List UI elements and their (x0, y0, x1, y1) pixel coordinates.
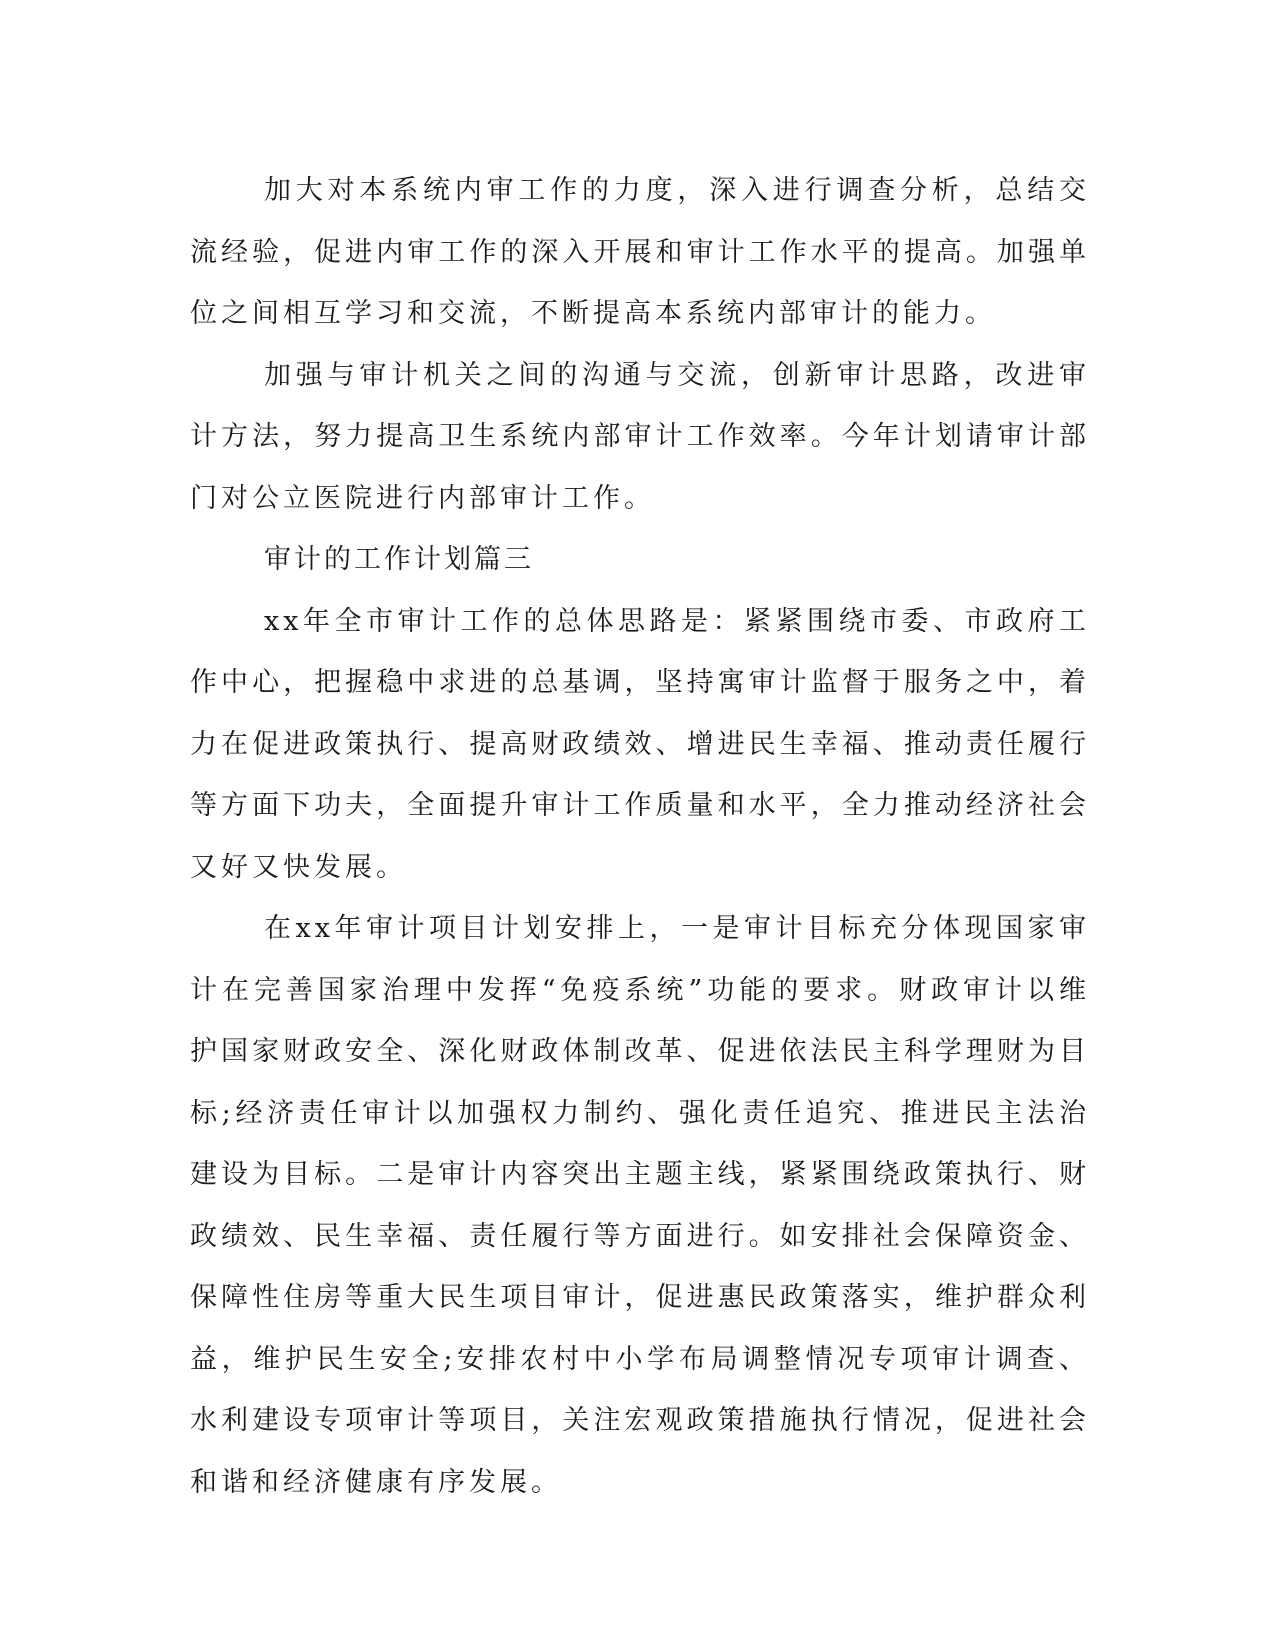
paragraph-overall-approach: xx年全市审计工作的总体思路是：紧紧围绕市委、市政府工作中心，把握稳中求进的总基调，坚持寓审计监督于服务之中，着力在促进政策执行、提高财政绩效、增进民生幸福、推动责任履行等方面下功夫，全面提升审计工作质量和水平，全力推动经济社会又好又快发展。 (190, 605, 1090, 883)
document-body (190, 160, 1090, 1513)
paragraph-inner-audit-strength: 加大对本系统内审工作的力度，深入进行调查分析，总结交流经验，促进内审工作的深入开展和审计工作水平的提高。加强单位之间相互学习和交流，不断提高本系统内部审计的能力。 (190, 175, 1090, 329)
paragraph-audit-communication: 加强与审计机关之间的沟通与交流，创新审计思路，改进审计方法，努力提高卫生系统内部审计工作效率。今年计划请审计部门对公立医院进行内部审计工作。 (190, 359, 1090, 514)
section-heading: 审计的工作计划篇三 (264, 544, 534, 575)
paragraph-project-plan: 在xx年审计项目计划安排上，一是审计目标充分体现国家审计在完善国家治理中发挥“免疫系统”功能的要求。财政审计以维护国家财政安全、深化财政体制改革、促进依法民主科学理财为目标;经济责任审计以加强权力制约、强化责任追究、推进民主法治建设为目标。二是审计内容突出主题主线，紧紧围绕政策执行、财政绩效、民生幸福、责任履行等方面进行。如安排社会保障资金、保障性住房等重大民生项目审计，促进惠民政策落实，维护群众利益，维护民生安全;安排农村中小学布局调整情况专项审计调查、水利建设专项审计等项目，关注宏观政策措施执行情况，促进社会和谐和经济健康有序发展。 (190, 913, 1090, 1498)
